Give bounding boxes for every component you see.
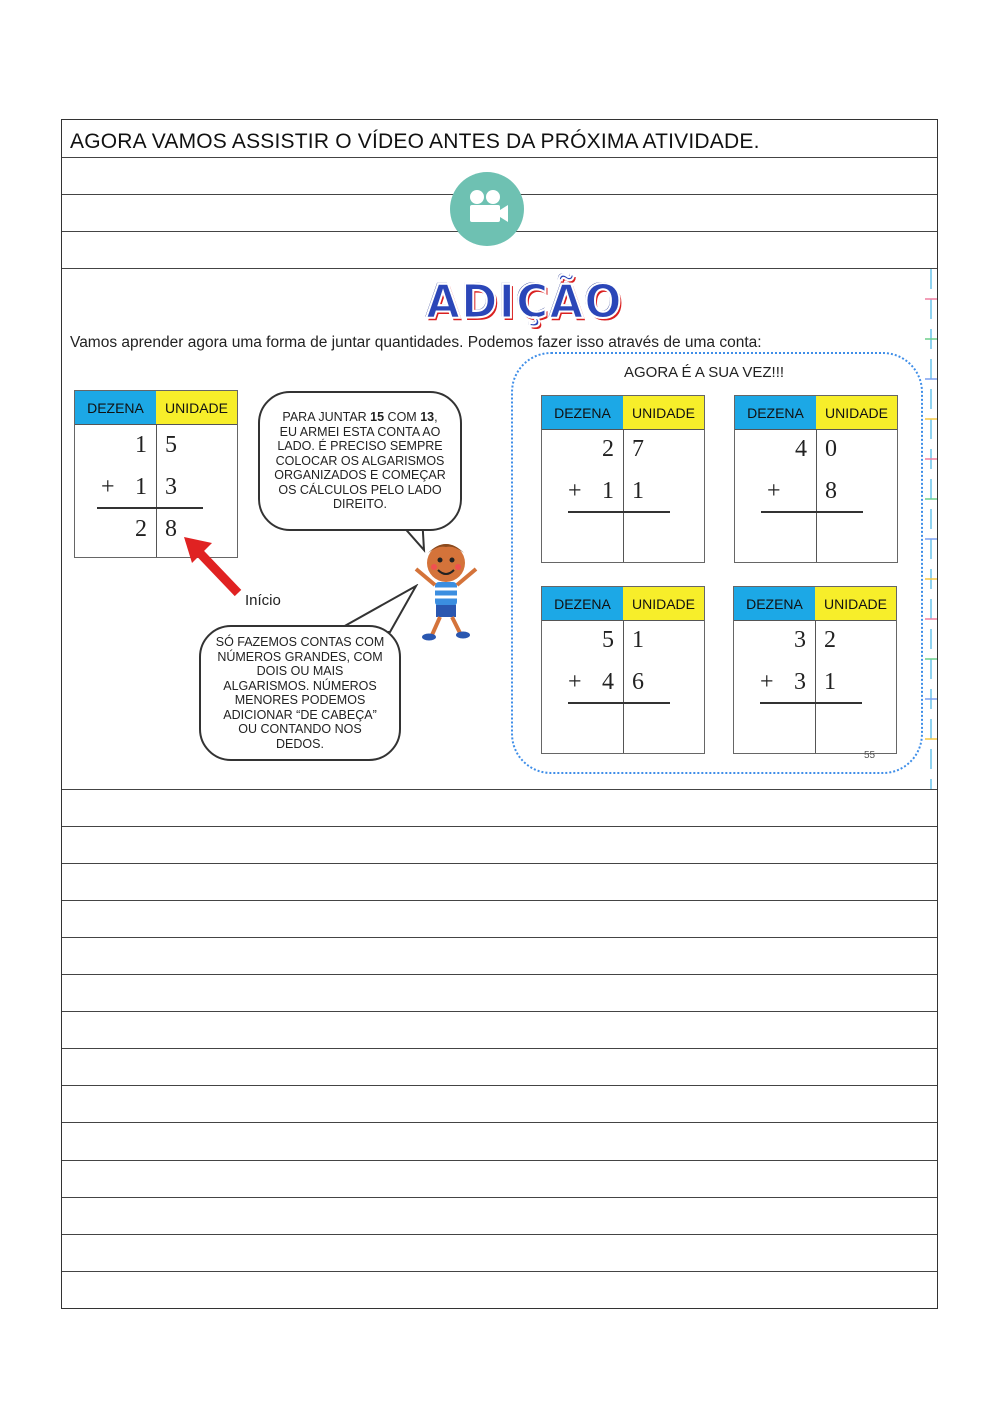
writing-line bbox=[62, 826, 937, 827]
exercise-1-sum-line bbox=[568, 511, 670, 513]
writing-line bbox=[62, 1197, 937, 1198]
cartoon-boy-icon bbox=[402, 537, 492, 645]
writing-line bbox=[62, 1122, 937, 1123]
page-number: 55 bbox=[864, 750, 876, 761]
bubble-number-13: 13 bbox=[420, 410, 435, 425]
exercise-4-top-units: 2 bbox=[824, 627, 836, 653]
exercise-2-sum-line bbox=[761, 511, 863, 513]
tens-header: DEZENA bbox=[735, 396, 816, 429]
example-bottom-units: 3 bbox=[165, 474, 177, 500]
writing-line bbox=[62, 937, 937, 938]
writing-line bbox=[62, 1011, 937, 1012]
bubble-number-15: 15 bbox=[370, 410, 385, 425]
example-result-tens: 2 bbox=[135, 516, 147, 542]
notebook-edge-marks bbox=[925, 269, 937, 789]
exercise-card-2 bbox=[734, 395, 898, 563]
example-bottom-tens: 1 bbox=[135, 474, 147, 500]
exercise-2-top-tens: 4 bbox=[795, 436, 807, 462]
example-result-units: 8 bbox=[165, 516, 177, 542]
video-camera-glyph bbox=[450, 172, 524, 246]
speech-bubble-explanation: PARA JUNTAR 15 COM 13, EU ARMEI ESTA CONTA AO LADO. É PRECISO SEMPRE COLOCAR OS ALGARISMOS ORGANIZADOS E COMEÇAR OS CÁLCULOS PELO LADO DIREITO. bbox=[258, 391, 462, 531]
exercise-card-1 bbox=[541, 395, 705, 563]
activity-title: ADIÇÃO bbox=[426, 275, 623, 330]
exercise-3-top-tens: 5 bbox=[602, 627, 614, 653]
tens-header: DEZENA bbox=[75, 391, 156, 424]
exercise-1-plus-sign: + bbox=[568, 478, 582, 504]
exercise-4-bottom-tens: 3 bbox=[794, 669, 806, 695]
exercise-card-4 bbox=[733, 586, 897, 754]
exercise-4-bottom-units: 1 bbox=[824, 669, 836, 695]
exercise-1-top-tens: 2 bbox=[602, 436, 614, 462]
exercise-1-top-units: 7 bbox=[632, 436, 644, 462]
addition-activity bbox=[62, 269, 937, 789]
exercise-1-bottom-units: 1 bbox=[632, 478, 644, 504]
exercise-3-sum-line bbox=[568, 702, 670, 704]
writing-line bbox=[62, 1085, 937, 1086]
example-top-tens: 1 bbox=[135, 432, 147, 458]
tens-header: DEZENA bbox=[542, 396, 623, 429]
speech-bubble-tip: SÓ FAZEMOS CONTAS COM NÚMEROS GRANDES, COM DOIS OU MAIS ALGARISMOS. NÚMEROS MENORES PODEMOS ADICIONAR “DE CABEÇA” OU CONTANDO NOS DEDOS. bbox=[199, 625, 401, 761]
writing-line bbox=[62, 863, 937, 864]
example-plus-sign: + bbox=[101, 474, 115, 500]
exercise-1-bottom-tens: 1 bbox=[602, 478, 614, 504]
writing-line bbox=[62, 1234, 937, 1235]
example-sum-line bbox=[97, 507, 203, 509]
tens-header: DEZENA bbox=[542, 587, 623, 620]
red-arrow-icon bbox=[180, 531, 250, 601]
writing-line bbox=[62, 789, 937, 790]
exercise-4-top-tens: 3 bbox=[794, 627, 806, 653]
exercise-3-top-units: 1 bbox=[632, 627, 644, 653]
video-camera-icon[interactable] bbox=[450, 172, 524, 246]
writing-line bbox=[62, 1048, 937, 1049]
writing-line bbox=[62, 157, 937, 158]
exercise-card-3 bbox=[541, 586, 705, 754]
units-header: UNIDADE bbox=[156, 391, 237, 424]
exercise-3-bottom-units: 6 bbox=[632, 669, 644, 695]
units-header: UNIDADE bbox=[623, 587, 704, 620]
exercise-2-plus-sign: + bbox=[767, 478, 781, 504]
writing-line bbox=[62, 900, 937, 901]
activity-intro: Vamos aprender agora uma forma de juntar quantidades. Podemos fazer isso através de uma conta: bbox=[70, 334, 762, 351]
exercise-3-plus-sign: + bbox=[568, 669, 582, 695]
writing-line bbox=[62, 974, 937, 975]
units-header: UNIDADE bbox=[815, 587, 896, 620]
exercise-4-plus-sign: + bbox=[760, 669, 774, 695]
tens-header: DEZENA bbox=[734, 587, 815, 620]
exercise-2-top-units: 0 bbox=[825, 436, 837, 462]
exercise-2-bottom-units: 8 bbox=[825, 478, 837, 504]
exercise-4-sum-line bbox=[760, 702, 862, 704]
worksheet bbox=[61, 119, 938, 1309]
writing-line bbox=[62, 1160, 937, 1161]
header-instruction: AGORA VAMOS ASSISTIR O VÍDEO ANTES DA PRÓXIMA ATIVIDADE. bbox=[70, 130, 760, 153]
start-label: Início bbox=[245, 592, 281, 609]
writing-line bbox=[62, 1271, 937, 1272]
units-header: UNIDADE bbox=[623, 396, 704, 429]
your-turn-title: AGORA É A SUA VEZ!!! bbox=[624, 364, 785, 381]
exercise-3-bottom-tens: 4 bbox=[602, 669, 614, 695]
example-top-units: 5 bbox=[165, 432, 177, 458]
units-header: UNIDADE bbox=[816, 396, 897, 429]
